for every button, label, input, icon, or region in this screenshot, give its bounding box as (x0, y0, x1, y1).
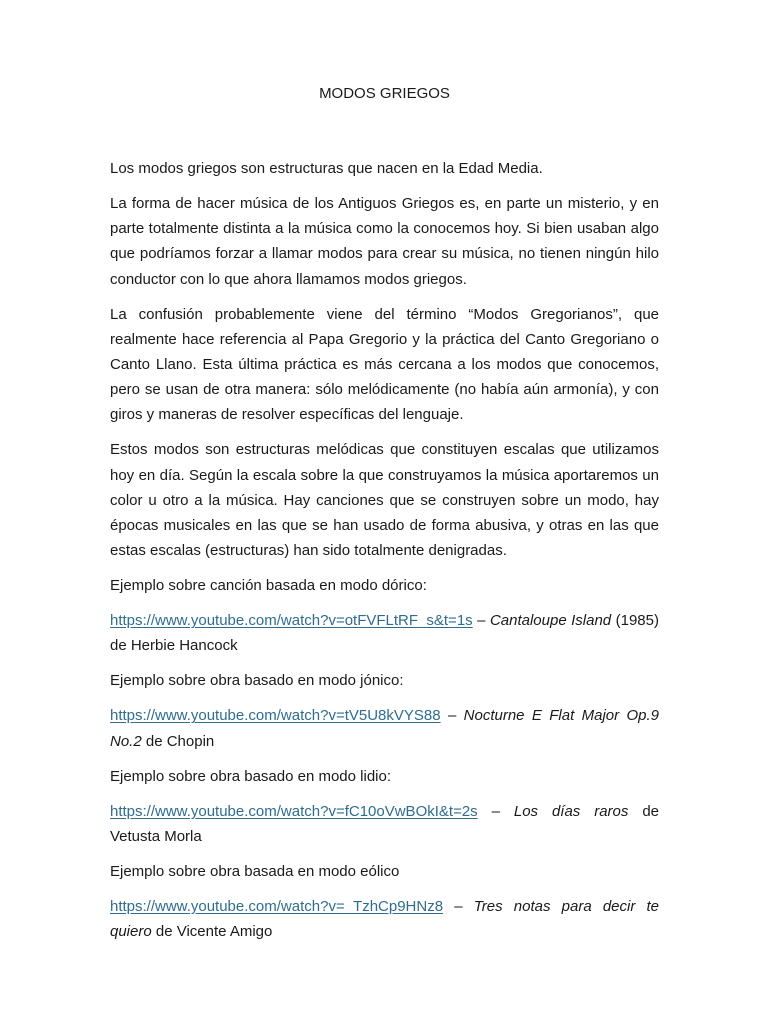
paragraph-greek-music: La forma de hacer música de los Antiguos Griegos es, en parte un misterio, y en parte totalmente distinta a la música como la conocemos hoy. Si bien usaban algo que podríamos forzar a llamar modos para crear su música, no tienen ningún hilo conductor con lo que ahora llamamos modos griegos. (110, 195, 659, 288)
example-heading-ionian: Ejemplo sobre obra basado en modo jónico: (110, 672, 404, 690)
youtube-link-ionian[interactable]: https://www.youtube.com/watch?v=tV5U8kVYS88 (110, 707, 441, 725)
work-credit-lydian: de Vetusta Morla (110, 802, 660, 845)
separator-dash: – (472, 612, 490, 630)
separator-dash: – (440, 707, 464, 725)
example-heading-dorian: Ejemplo sobre canción basada en modo dórico: (110, 577, 427, 595)
youtube-link-lydian[interactable]: https://www.youtube.com/watch?v=fC10oVwBOkI&t=2s (110, 802, 478, 820)
work-credit-ionian: de Chopin (141, 732, 215, 750)
example-heading-aeolian: Ejemplo sobre obra basada en modo eólico (110, 862, 400, 880)
work-credit-aeolian: de Vicente Amigo (151, 923, 273, 941)
paragraph-melodic-structures: Estos modos son estructuras melódicas que constituyen escalas que utilizamos hoy en día. Según la escala sobre la que construyamos la música aportaremos un color u otro a la música. Hay canciones que se construyen sobre un modo, hay épocas musicales en las que se han usado de forma abusiva, y otras en las que estas escalas (estructuras) han sido totalmente denigradas. (110, 441, 659, 560)
document-title: MODOS GRIEGOS (319, 85, 450, 102)
work-title-lydian: Los días raros (513, 802, 629, 820)
work-title-dorian: Cantaloupe Island (489, 612, 612, 630)
separator-dash: – (443, 897, 474, 915)
youtube-link-aeolian[interactable]: https://www.youtube.com/watch?v=_TzhCp9HNz8 (110, 897, 444, 915)
document-body (110, 84, 659, 954)
paragraph-gregorian-modes: La confusión probablemente viene del término “Modos Gregorianos”, que realmente hace referencia al Papa Gregorio y la práctica del Canto Gregoriano o Canto Llano. Esta última práctica es más cercana a los modos que conocemos, pero se usan de otra manera: sólo melódicamente (no había aún armonía), y con giros y maneras de resolver específicas del lenguaje. (110, 305, 659, 424)
intro-paragraph: Los modos griegos son estructuras que nacen en la Edad Media. (110, 160, 543, 177)
example-lydian (110, 799, 659, 849)
example-ionian (110, 703, 659, 753)
example-dorian (110, 608, 659, 658)
separator-dash: – (477, 802, 514, 820)
work-title-aeolian: Tres notas para decir te quiero (110, 897, 660, 941)
example-aeolian (110, 894, 659, 944)
example-heading-lydian: Ejemplo sobre obra basado en modo lidio: (110, 767, 392, 785)
work-title-ionian: Nocturne E Flat Major Op.9 No.2 (110, 707, 659, 750)
youtube-link-dorian[interactable]: https://www.youtube.com/watch?v=otFVFLtRF_s&t=1s (110, 612, 473, 630)
work-credit-dorian: (1985) de Herbie Hancock (110, 612, 659, 655)
